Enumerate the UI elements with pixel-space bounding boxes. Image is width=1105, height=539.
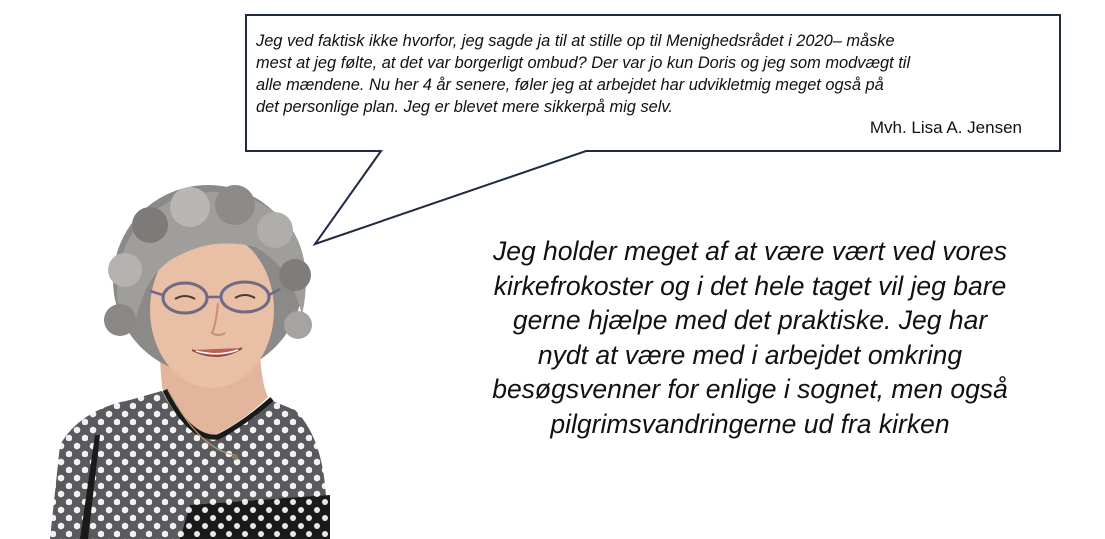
bubble-line: mest at jeg følte, at det var borgerligt ombud? Der var jo kun Doris og jeg som modvægt til xyxy=(256,54,911,72)
bubble-line: Jeg ved faktisk ikke hvorfor, jeg sagde ja til at stille op til Menighedsrådet i 2020– måske xyxy=(256,32,895,50)
bubble-line: det personlige plan. Jeg er blevet mere sikkerpå mig selv. xyxy=(256,98,673,116)
quote-line: pilgrimsvandringerne ud fra kirken xyxy=(550,408,950,439)
quote-line: nydt at være med i arbejdet omkring xyxy=(537,339,963,370)
signature: Mvh. Lisa A. Jensen xyxy=(869,118,1022,137)
speech-bubble-text xyxy=(256,30,1056,118)
main-quote xyxy=(430,234,1070,441)
portrait-photo xyxy=(40,185,340,539)
quote-line: gerne hjælpe med det praktiske. Jeg har xyxy=(512,305,988,335)
quote-line: Jeg holder meget af at være vært ved vores xyxy=(492,236,1008,266)
quote-line: besøgsvenner for enlige i sognet, men også xyxy=(492,374,1008,404)
bubble-line: alle mændene. Nu her 4 år senere, føler jeg at arbejdet har udvikletmig meget også på xyxy=(256,76,884,94)
quote-line: kirkefrokoster og i det hele taget vil jeg bare xyxy=(493,270,1007,301)
